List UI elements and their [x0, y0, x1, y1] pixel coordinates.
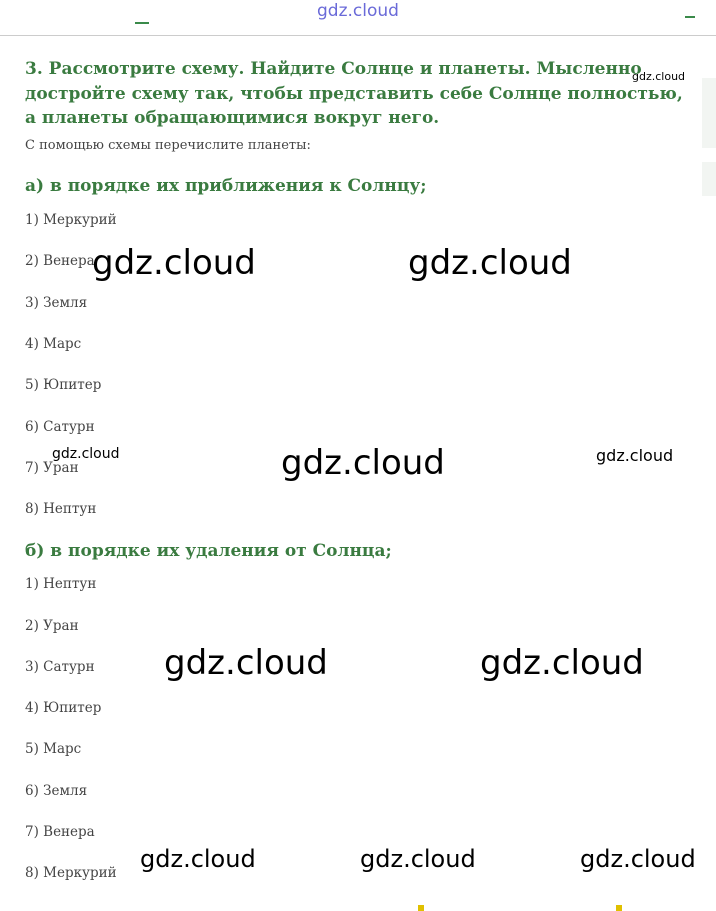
- side-tab-upper[interactable]: [702, 78, 716, 148]
- watermark: gdz.cloud: [92, 243, 256, 283]
- list-item: 6) Сатурн: [25, 419, 95, 435]
- bottom-accent: [616, 905, 622, 911]
- watermark: gdz.cloud: [360, 845, 476, 873]
- watermark: gdz.cloud: [632, 70, 686, 83]
- list-item: 4) Юпитер: [25, 700, 102, 716]
- watermark: gdz.cloud: [580, 845, 696, 873]
- watermark: gdz.cloud: [408, 243, 572, 283]
- section-heading-b: б) в порядке их удаления от Солнца;: [25, 541, 392, 561]
- list-item: 8) Нептун: [25, 501, 97, 517]
- task-title: 3. Рассмотрите схему. Найдите Солнце и планеты. Мысленно достройте схему так, чтобы представить себе Солнце полностью, а планеты обращающимися вокруг него.: [25, 59, 683, 128]
- list-item: 2) Уран: [25, 618, 79, 634]
- list-item: 8) Меркурий: [25, 865, 117, 881]
- header-accent-right: [685, 16, 695, 18]
- watermark: gdz.cloud: [52, 446, 120, 462]
- list-item: 5) Марс: [25, 741, 82, 757]
- watermark: gdz.cloud: [596, 446, 674, 465]
- list-item: 1) Меркурий: [25, 212, 117, 228]
- list-item: 5) Юпитер: [25, 377, 102, 393]
- section-heading-a: а) в порядке их приближения к Солнцу;: [25, 176, 427, 196]
- list-item: 4) Марс: [25, 336, 82, 352]
- watermark: gdz.cloud: [164, 643, 328, 683]
- bottom-accent: [418, 905, 424, 911]
- task-intro: С помощью схемы перечислите планеты:: [25, 138, 311, 153]
- list-item: 3) Земля: [25, 295, 88, 311]
- watermark: gdz.cloud: [480, 643, 644, 683]
- site-logo[interactable]: gdz.cloud: [317, 1, 399, 21]
- top-bar: [0, 0, 716, 36]
- list-item: 7) Уран: [25, 460, 79, 476]
- header-accent-left: [135, 22, 149, 24]
- watermark: gdz.cloud: [140, 845, 256, 873]
- list-item: 2) Венера: [25, 253, 95, 269]
- watermark: gdz.cloud: [281, 443, 445, 483]
- header-divider: [0, 35, 716, 36]
- list-item: 3) Сатурн: [25, 659, 95, 675]
- list-item: 7) Венера: [25, 824, 95, 840]
- list-item: 6) Земля: [25, 783, 88, 799]
- side-tab-lower[interactable]: [702, 162, 716, 196]
- list-item: 1) Нептун: [25, 576, 97, 592]
